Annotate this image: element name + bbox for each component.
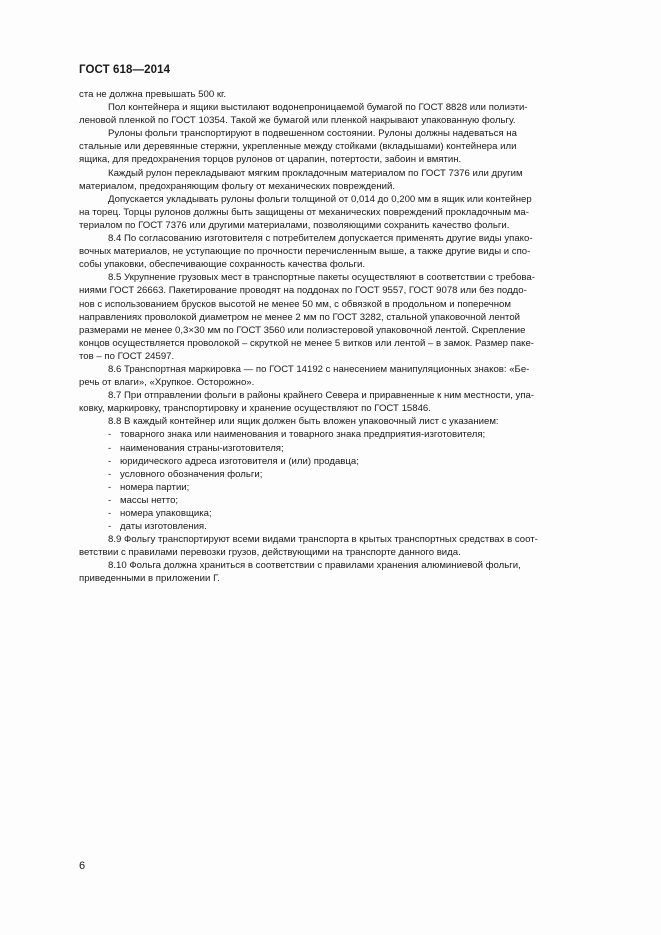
list-item	[79, 428, 584, 441]
paragraph: 8.10 Фольга должна храниться в соответствии с правилами хранения алюминиевой фольги, приведенными в приложении Г.	[79, 560, 521, 585]
paragraph-group-a	[79, 88, 584, 428]
list-item-text: юридического адреса изготовителя и (или) продавца;	[120, 455, 359, 467]
list-dash: -	[108, 508, 112, 519]
list-item-text: наименования страны-изготовителя;	[120, 442, 284, 454]
list-dash: -	[108, 481, 112, 493]
page-number: 6	[79, 860, 86, 872]
paragraph: 8.8 В каждый контейнер или ящик должен быть вложен упаковочный лист с указанием:	[108, 416, 499, 428]
list-dash: -	[108, 521, 112, 533]
paragraph: Каждый рулон перекладывают мягким прокладочным материалом по ГОСТ 7376 или другим материалом, предохраняющим фольгу от механических повреждений.	[79, 167, 523, 192]
paragraph: 8.6 Транспортная маркировка — по ГОСТ 14192 с нанесением манипуляционных знаков: «Бе- речь от влаги», «Хрупкое. Осторожно».	[79, 363, 530, 389]
list-item	[79, 520, 584, 533]
paragraph-group-b	[79, 533, 584, 585]
list-item-text: условного обозначения фольги;	[120, 468, 263, 480]
list-dash: -	[108, 455, 112, 467]
paragraph: Рулоны фольги транспортируют в подвешенном состоянии. Рулоны должны надеваться на стальные или деревянные стержни, укрепленные между стойками (вкладышами) контейнера или ящика, для предохранения торцов рулонов от царапин, потертости, забоин и вмятин.	[79, 128, 517, 166]
paragraph: 8.4 По согласованию изготовителя с потребителем допускается применять другие виды упако- вочных материалов, не уступающие по прочности перечисленным выше, а также другие виды и спо- собы упаковки, обеспечивающие сохранность качества фольги.	[79, 233, 533, 271]
list-dash: -	[108, 442, 112, 454]
list-item-text: даты изготовления.	[120, 521, 207, 533]
list-dash: -	[108, 468, 112, 480]
paragraph: Допускается укладывать рулоны фольги толщиной от 0,014 до 0,200 мм в ящик или контейнер на торец. Торцы рулонов должны быть защищены от механических повреждений прокладочным ма- териалом по ГОСТ 7376 или другими материалами, позволяющими сохранить качество фольги.	[79, 193, 532, 231]
list-item	[79, 468, 584, 481]
list-item	[79, 481, 584, 494]
document-body	[79, 88, 584, 586]
list-item	[79, 494, 584, 507]
list-item-text: номера партии;	[120, 481, 190, 493]
paragraph: Пол контейнера и ящики выстилают водонепроницаемой бумагой по ГОСТ 8828 или полиэти- леновой пленкой по ГОСТ 10354. Такой же бумагой или пленкой накрывают упакованную фольгу.	[79, 102, 528, 127]
list-item	[79, 507, 584, 520]
list-item-text: номера упаковщика;	[120, 508, 212, 519]
paragraph: 8.5 Укрупнение грузовых мест в транспортные пакеты осуществляют в соответствии с требова- ниями ГОСТ 26663. Пакетирование проводят на поддонах по ГОСТ 9557, ГОСТ 9078 или без поддо- нов с использованием брусков высотой не менее 50 мм, с обвязкой в продольном и поперечном направлениях проволокой диаметром не менее 2 мм по ГОСТ 3282, стальной упаковочной лентой размерами не менее 0,3×30 мм по ГОСТ 3560 или полиэстеровой упаковочной лентой. Скрепление концов осуществляется проволокой – скруткой не менее 5 витков или лентой – в замок. Размер паке- тов – по ГОСТ 24597.	[79, 272, 535, 362]
list-item-text: товарного знака или наименования и товарного знака предприятия-изготовителя;	[120, 429, 486, 441]
list-item	[79, 455, 584, 468]
list-dash: -	[108, 494, 112, 506]
document-header: ГОСТ 618—2014	[79, 64, 171, 76]
paragraph: 8.9 Фольгу транспортируют всеми видами транспорта в крытых транспортных средствах в соот- ветствии с правилами перевозки грузов, действующими на транспорте данного вида.	[79, 534, 538, 559]
list-item	[79, 442, 584, 455]
packing-list-items	[79, 428, 584, 533]
paragraph: ста не должна превышать 500 кг.	[79, 89, 227, 100]
paragraph: 8.7 При отправлении фольги в районы крайнего Севера и приравненные к ним местности, упа- ковку, маркировку, транспортировку и хранение осуществляют по ГОСТ 15846.	[79, 390, 535, 415]
list-dash: -	[108, 429, 112, 441]
list-item-text: массы нетто;	[120, 494, 179, 506]
